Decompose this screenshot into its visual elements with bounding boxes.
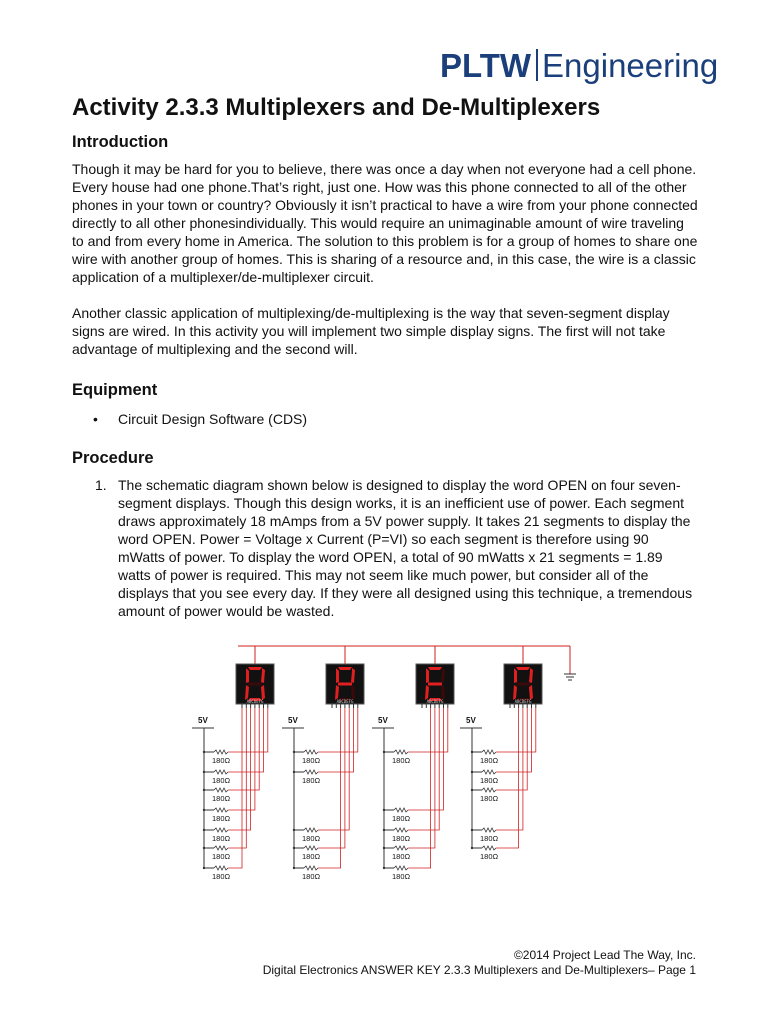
resistor-label: 180Ω bbox=[480, 794, 499, 803]
resistor-icon bbox=[304, 750, 318, 754]
logo-brand: PLTW bbox=[440, 47, 532, 84]
junction-dot bbox=[293, 847, 295, 849]
segment-g bbox=[428, 683, 442, 686]
resistor-label: 180Ω bbox=[480, 756, 499, 765]
equipment-list bbox=[72, 410, 698, 428]
segment-wire bbox=[228, 708, 268, 752]
footer-page-line: Digital Electronics ANSWER KEY 2.3.3 Multiplexers and De-Multiplexers– Page 1 bbox=[262, 963, 696, 977]
segment-wire bbox=[318, 708, 341, 868]
segment-wire bbox=[228, 708, 242, 868]
supply-label: 5V bbox=[198, 716, 208, 725]
junction-dot bbox=[203, 847, 205, 849]
segment-wire bbox=[228, 708, 264, 772]
segment-wire bbox=[496, 708, 532, 772]
junction-dot bbox=[471, 789, 473, 791]
junction-dot bbox=[471, 771, 473, 773]
segment-wire bbox=[408, 708, 448, 752]
resistor-icon bbox=[482, 750, 496, 754]
segment-g bbox=[248, 683, 262, 686]
equipment-heading: Equipment bbox=[72, 381, 158, 399]
resistor-label: 180Ω bbox=[212, 814, 231, 823]
resistor-icon bbox=[394, 828, 408, 832]
junction-dot bbox=[293, 771, 295, 773]
resistor-label: 180Ω bbox=[212, 834, 231, 843]
procedure-list bbox=[72, 476, 698, 620]
junction-dot bbox=[203, 789, 205, 791]
resistor-label: 180Ω bbox=[392, 834, 411, 843]
display-pin-label: ABCDEFG bbox=[336, 699, 354, 704]
introduction-paragraph-2: Another classic application of multiplexing/de-multiplexing is the way that seven-segment display signs are wired. In this activity you will implement two simple display signs. The first will not take advantage of multiplexing and the second will. bbox=[72, 305, 670, 357]
resistor-label: 180Ω bbox=[212, 756, 231, 765]
page-title: Activity 2.3.3 Multiplexers and De-Multiplexers bbox=[72, 94, 601, 121]
resistor-icon bbox=[304, 846, 318, 850]
junction-dot bbox=[383, 751, 385, 753]
junction-dot bbox=[203, 809, 205, 811]
junction-dot bbox=[203, 867, 205, 869]
resistor-icon bbox=[482, 770, 496, 774]
display-pin-label: ABCDEFG bbox=[246, 699, 264, 704]
resistor-icon bbox=[394, 750, 408, 754]
resistor-icon bbox=[304, 770, 318, 774]
resistor-icon bbox=[214, 750, 228, 754]
junction-dot bbox=[383, 847, 385, 849]
junction-dot bbox=[203, 751, 205, 753]
segment-a bbox=[516, 667, 530, 670]
resistor-icon bbox=[304, 866, 318, 870]
equipment-item bbox=[72, 410, 698, 428]
segment-wire bbox=[318, 708, 358, 752]
junction-dot bbox=[203, 771, 205, 773]
segment-wire bbox=[408, 708, 444, 810]
logo-separator bbox=[536, 49, 538, 81]
procedure-step bbox=[72, 476, 698, 620]
segment-a bbox=[338, 667, 352, 670]
resistor-label: 180Ω bbox=[302, 776, 321, 785]
segment-g bbox=[516, 683, 530, 686]
segment-wire bbox=[496, 708, 536, 752]
page-footer bbox=[263, 948, 696, 978]
display-pin-label: ABCDEFG bbox=[426, 699, 444, 704]
resistor-label: 180Ω bbox=[212, 852, 231, 861]
junction-dot bbox=[383, 867, 385, 869]
resistor-label: 180Ω bbox=[302, 872, 321, 881]
junction-dot bbox=[293, 829, 295, 831]
resistor-icon bbox=[394, 808, 408, 812]
resistor-icon bbox=[394, 866, 408, 870]
resistor-label: 180Ω bbox=[392, 814, 411, 823]
junction-dot bbox=[471, 847, 473, 849]
equipment-item-text: Circuit Design Software (CDS) bbox=[118, 411, 308, 427]
resistor-icon bbox=[482, 788, 496, 792]
resistor-icon bbox=[214, 866, 228, 870]
resistor-label: 180Ω bbox=[212, 776, 231, 785]
segment-wire bbox=[408, 708, 431, 868]
supply-label: 5V bbox=[466, 716, 476, 725]
resistor-label: 180Ω bbox=[480, 852, 499, 861]
copyright-text: ©2014 Project Lead The Way, Inc. bbox=[513, 948, 696, 962]
junction-dot bbox=[471, 751, 473, 753]
step-number: 1. bbox=[95, 477, 107, 493]
logo-division: Engineering bbox=[542, 47, 719, 84]
resistor-label: 180Ω bbox=[480, 776, 499, 785]
resistor-label: 180Ω bbox=[392, 872, 411, 881]
junction-dot bbox=[383, 809, 385, 811]
resistor-icon bbox=[304, 828, 318, 832]
document-body bbox=[72, 92, 698, 620]
segment-wire bbox=[228, 708, 251, 830]
resistor-icon bbox=[394, 846, 408, 850]
resistor-label: 180Ω bbox=[392, 756, 411, 765]
segment-a bbox=[248, 667, 262, 670]
procedure-heading: Procedure bbox=[72, 449, 154, 467]
junction-dot bbox=[383, 829, 385, 831]
resistor-icon bbox=[482, 828, 496, 832]
resistor-icon bbox=[482, 846, 496, 850]
introduction-heading: Introduction bbox=[72, 133, 169, 151]
junction-dot bbox=[203, 829, 205, 831]
resistor-label: 180Ω bbox=[302, 834, 321, 843]
introduction-paragraph-1: Though it may be hard for you to believe, there was once a day when not everyone had a cell phone. Every house had one phone.That’s right, just one. How was this phone connected to all of the other phones in your town or country? Obviously it isn’t practical to have a wire from your phone connected directly to all other phonesindividually. This would require an unimaginable amount of wire traveling to and from every home in America. The solution to this problem is for a group of homes to share one wire with another group of homes. This is sharing of a resource and, in this case, the wire is a classic application of a multiplexer/de-multiplexer circuit. bbox=[72, 161, 698, 285]
resistor-label: 180Ω bbox=[212, 794, 231, 803]
junction-dot bbox=[293, 867, 295, 869]
supply-label: 5V bbox=[378, 716, 388, 725]
supply-label: 5V bbox=[288, 716, 298, 725]
display-pin-label: ABCDEFG bbox=[514, 699, 532, 704]
segment-g bbox=[338, 683, 352, 686]
resistor-label: 180Ω bbox=[302, 852, 321, 861]
resistor-icon bbox=[214, 808, 228, 812]
segment-a bbox=[428, 667, 442, 670]
segment-wire bbox=[496, 708, 519, 848]
open-display-schematic bbox=[192, 642, 584, 888]
resistor-label: 180Ω bbox=[212, 872, 231, 881]
resistor-icon bbox=[214, 770, 228, 774]
step-text: The schematic diagram shown below is designed to display the word OPEN on four seven-segment displays. Though this design works, it is an inefficient use of power. Each segment draws approximately 18 mAmps from a 5V power supply. It takes 21 segments to display the word OPEN. Power = Voltage x Current (P=VI) so each segment is therefore using 90 mWatts of power. To display the word OPEN, a total of 90 mWatts x 21 segments = 1.89 watts of power is required. This may not seem like much power, but consider all of the displays that you see every day. If they were all designed using this technique, a tremendous amount of power would be wasted. bbox=[118, 477, 693, 619]
segment-wire bbox=[318, 708, 354, 772]
resistor-icon bbox=[214, 788, 228, 792]
bullet-icon: • bbox=[93, 411, 98, 427]
resistor-label: 180Ω bbox=[392, 852, 411, 861]
resistor-label: 180Ω bbox=[480, 834, 499, 843]
segment-wire bbox=[228, 708, 246, 848]
resistor-icon bbox=[214, 828, 228, 832]
resistor-label: 180Ω bbox=[302, 756, 321, 765]
resistor-icon bbox=[214, 846, 228, 850]
junction-dot bbox=[293, 751, 295, 753]
pltw-logo bbox=[440, 46, 718, 86]
junction-dot bbox=[471, 829, 473, 831]
